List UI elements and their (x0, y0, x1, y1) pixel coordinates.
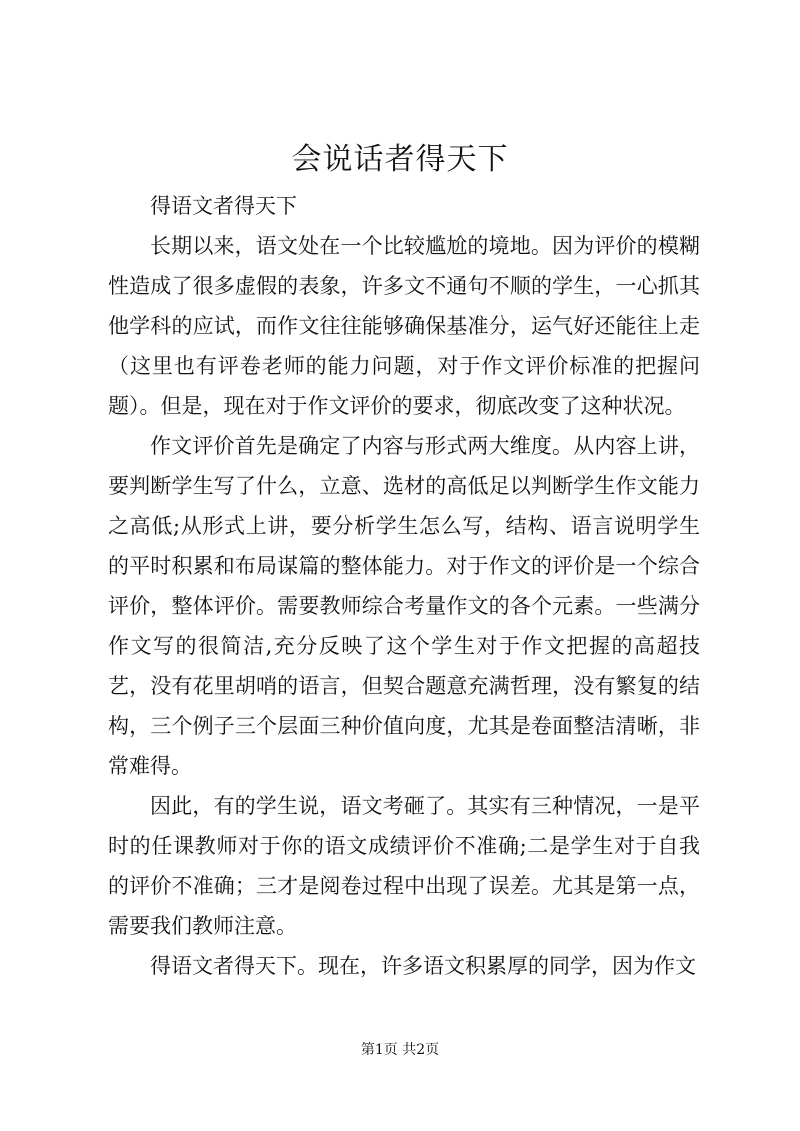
paragraph: 作文评价首先是确定了内容与形式两大维度。从内容上讲，要判断学生写了什么，立意、选材的高低足以判断学生作文能力之高低;从形式上讲，要分析学生怎么写，结构、语言说明学生的平时积累和布局谋篇的整体能力。对于作文的评价是一个综合评价，整体评价。需要教师综合考量作文的各个元素。一些满分作文写的很简洁,充分反映了这个学生对于作文把握的高超技艺，没有花里胡哨的语言，但契合题意充满哲理，没有繁复的结构，三个例子三个层面三种价值向度，尤其是卷面整洁清晰，非常难得。 (108, 434, 700, 778)
paragraph: 得语文者得天下。现在，许多语文积累厚的同学，因为作文 (150, 954, 696, 978)
document-body (108, 186, 700, 986)
page-footer: 第1页 共2页 (360, 1042, 440, 1058)
page-title: 会说话者得天下 (291, 142, 509, 177)
paragraph: 因此，有的学生说，语文考砸了。其实有三种情况，一是平时的任课教师对于你的语文成绩评价不准确;二是学生对于自我的评价不准确；三才是阅卷过程中出现了误差。尤其是第一点，需要我们教师注意。 (108, 794, 700, 938)
paragraph: 长期以来，语文处在一个比较尴尬的境地。因为评价的模糊性造成了很多虚假的表象，许多文不通句不顺的学生，一心抓其他学科的应试，而作文往往能够确保基准分，运气好还能往上走（这里也有评卷老师的能力问题，对于作文评价标准的把握问题）。但是，现在对于作文评价的要求，彻底改变了这种状况。 (108, 234, 700, 418)
paragraph-subtitle: 得语文者得天下 (150, 194, 297, 218)
